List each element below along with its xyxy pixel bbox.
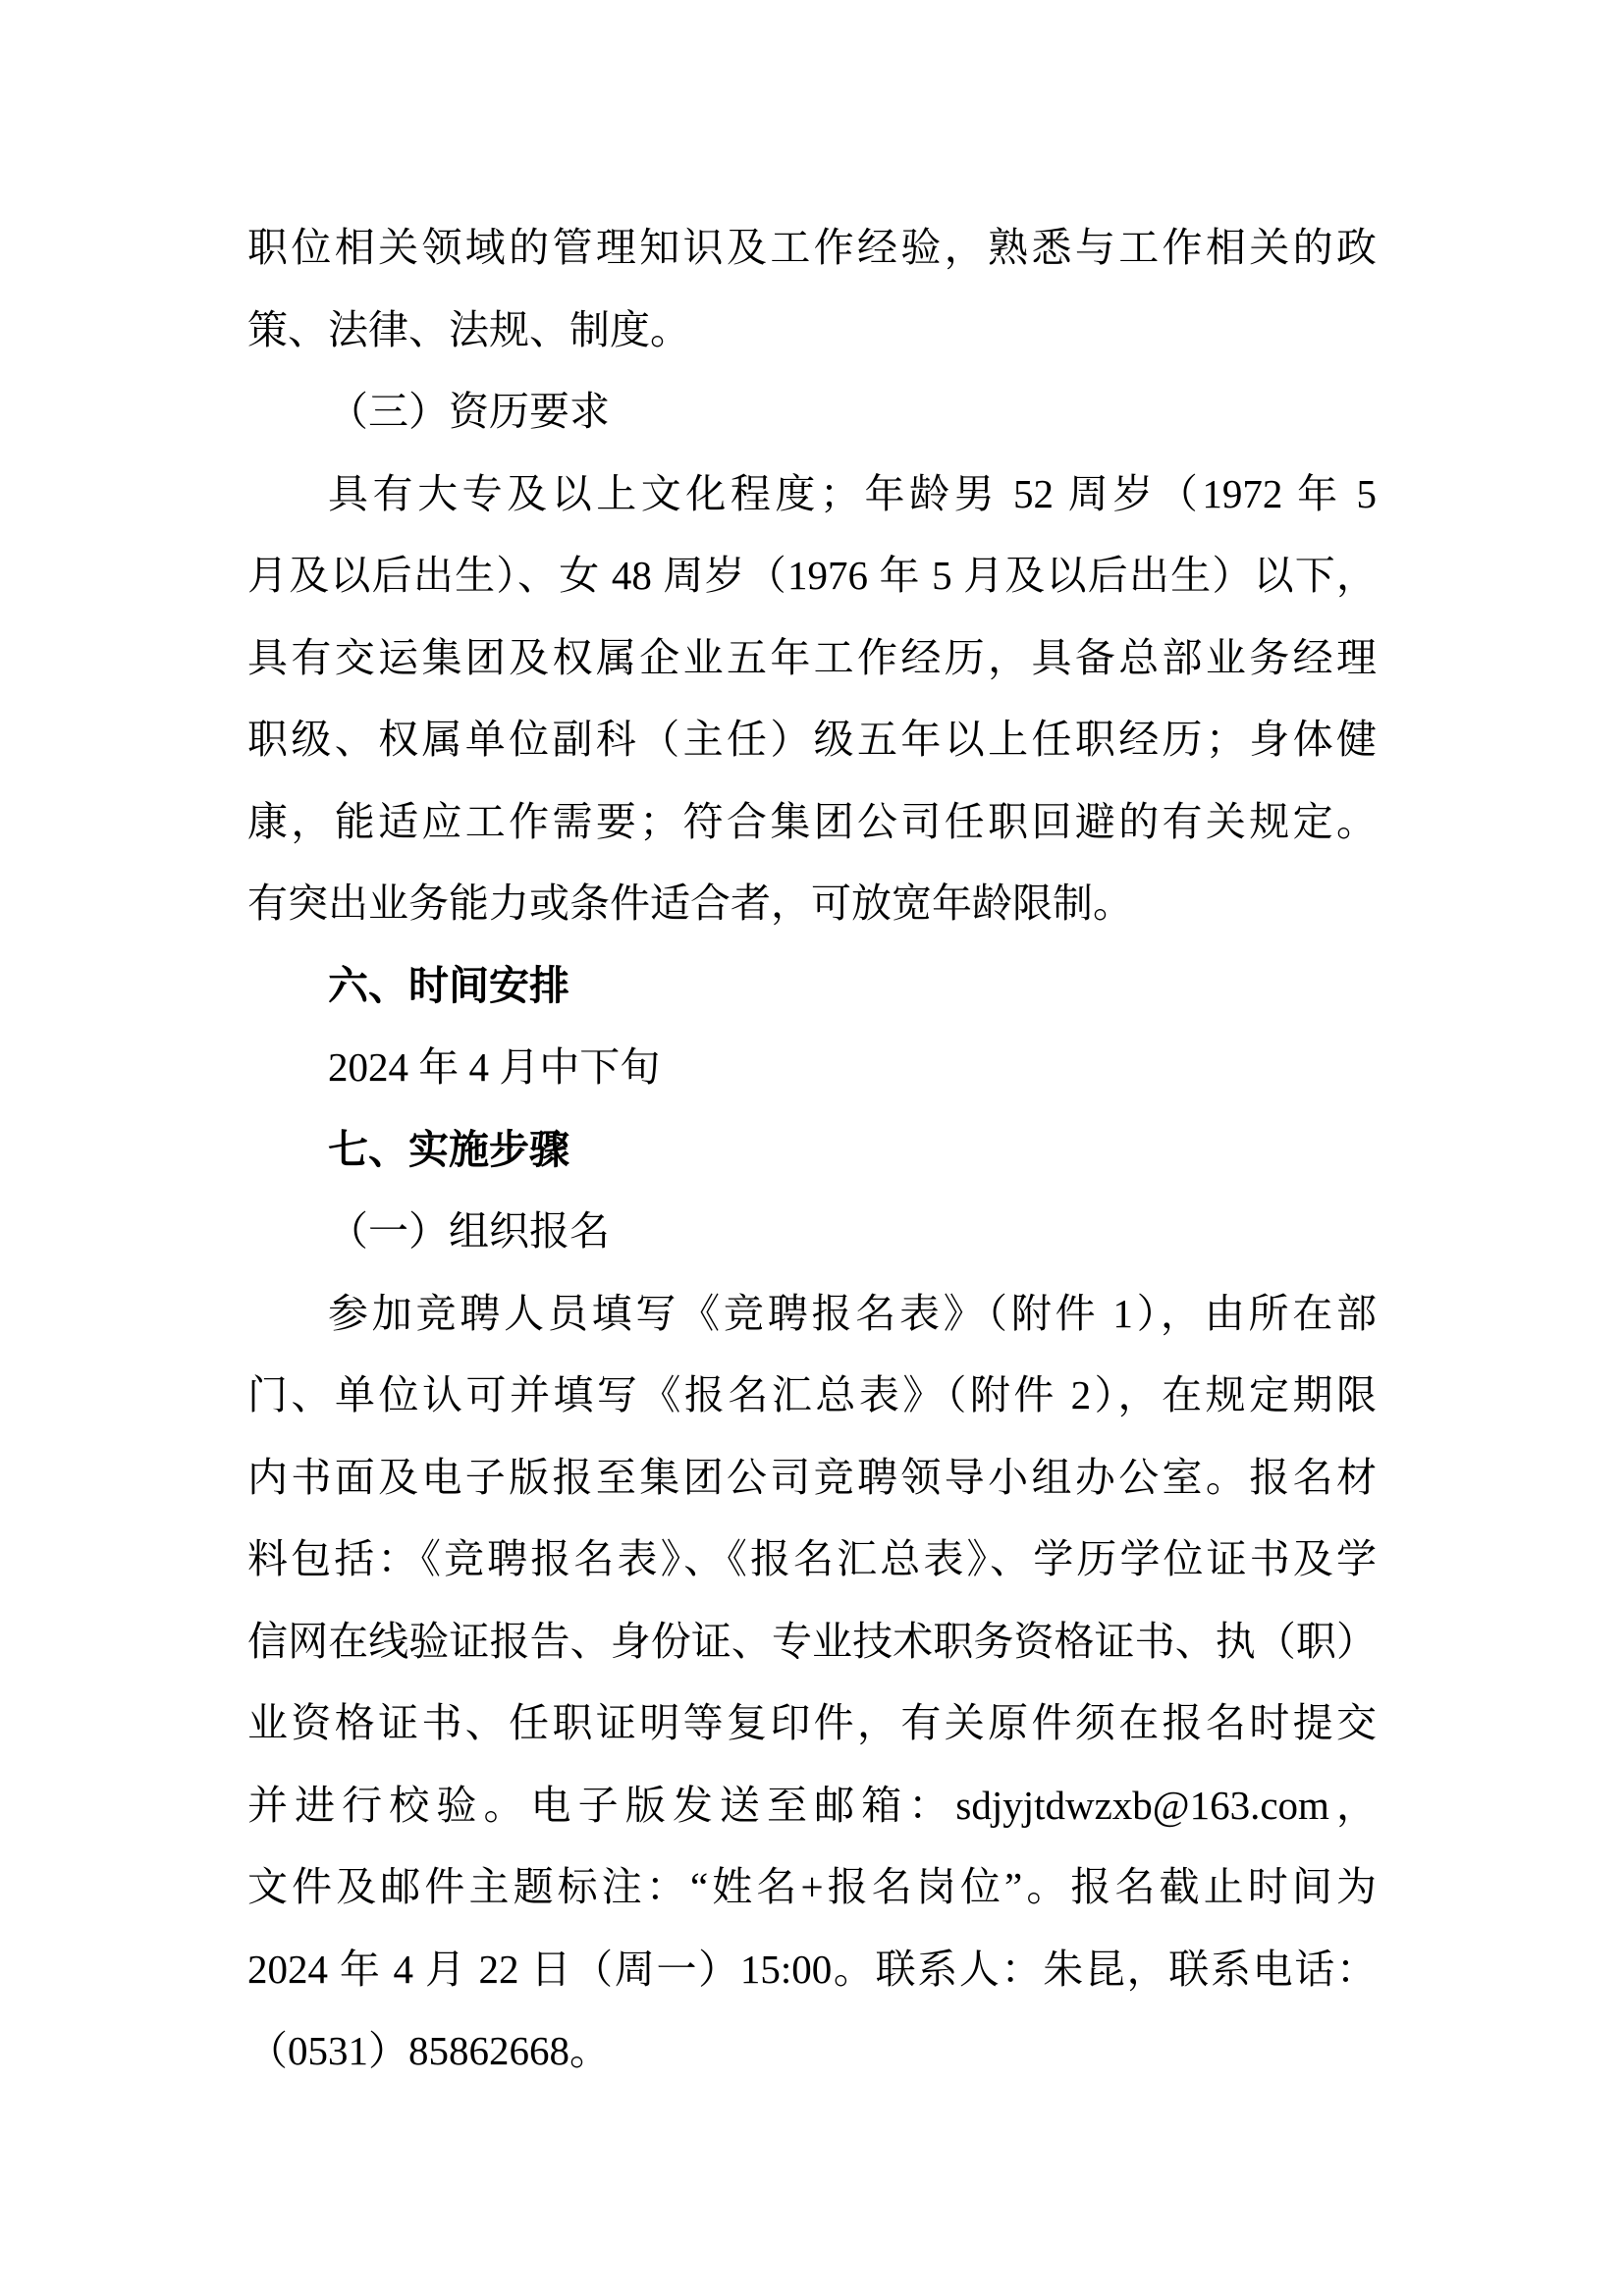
body-line-application-form: 参加竞聘人员填写《竞聘报名表》（附件 1），由所在部 [328, 1290, 1377, 1336]
body-line-health-avoidance: 康，能适应工作需要；符合集团公司任职回避的有关规定。 [247, 798, 1377, 844]
body-line-contact-phone: （0531）85862668。 [247, 2028, 610, 2073]
body-line-schedule-date: 2024 年 4 月中下旬 [328, 1044, 661, 1090]
section-heading-implementation: 七、实施步骤 [328, 1126, 569, 1172]
body-line-rank-tenure: 职级、权属单位副科（主任）级五年以上任职经历；身体健 [247, 717, 1377, 762]
body-line-birth-limits: 月及以后出生）、女 48 周岁（1976 年 5 月及以后出生）以下， [247, 553, 1377, 598]
section-heading-schedule: 六、时间安排 [328, 962, 569, 1008]
subsection-heading-qualifications: （三）资历要求 [328, 389, 610, 434]
body-line-materials-list: 料包括：《竞聘报名表》、《报名汇总表》、学历学位证书及学 [247, 1536, 1377, 1581]
body-line-laws-regulations: 策、法律、法规、制度。 [247, 306, 690, 352]
body-line-deadline-contact: 2024 年 4 月 22 日（周一）15:00。联系人：朱昆，联系电话： [247, 1946, 1377, 1992]
document-text-block [247, 207, 1377, 2093]
body-line-submit-office: 内书面及电子版报至集团公司竞聘领导小组办公室。报名材 [247, 1454, 1377, 1500]
body-line-policy-knowledge: 职位相关领域的管理知识及工作经验，熟悉与工作相关的政 [247, 225, 1377, 270]
subsection-heading-registration: （一）组织报名 [328, 1208, 610, 1254]
body-line-certificates: 信网在线验证报告、身份证、专业技术职务资格证书、执（职） [247, 1618, 1377, 1664]
body-line-work-experience: 具有交运集团及权属企业五年工作经历，具备总部业务经理 [247, 634, 1377, 680]
body-line-subject-format: 文件及邮件主题标注：“姓名+报名岗位”。报名截止时间为 [247, 1864, 1377, 1909]
body-line-copies-originals: 业资格证书、任职证明等复印件，有关原件须在报名时提交 [247, 1700, 1377, 1745]
body-line-age-relaxation: 有突出业务能力或条件适合者，可放宽年龄限制。 [247, 881, 1133, 926]
body-line-summary-form: 门、单位认可并填写《报名汇总表》（附件 2），在规定期限 [247, 1372, 1377, 1417]
body-line-education-age: 具有大专及以上文化程度；年龄男 52 周岁（1972 年 5 [328, 470, 1377, 516]
body-line-email-address: 并进行校验。电子版发送至邮箱：sdjyjtdwzxb@163.com， [247, 1782, 1377, 1828]
